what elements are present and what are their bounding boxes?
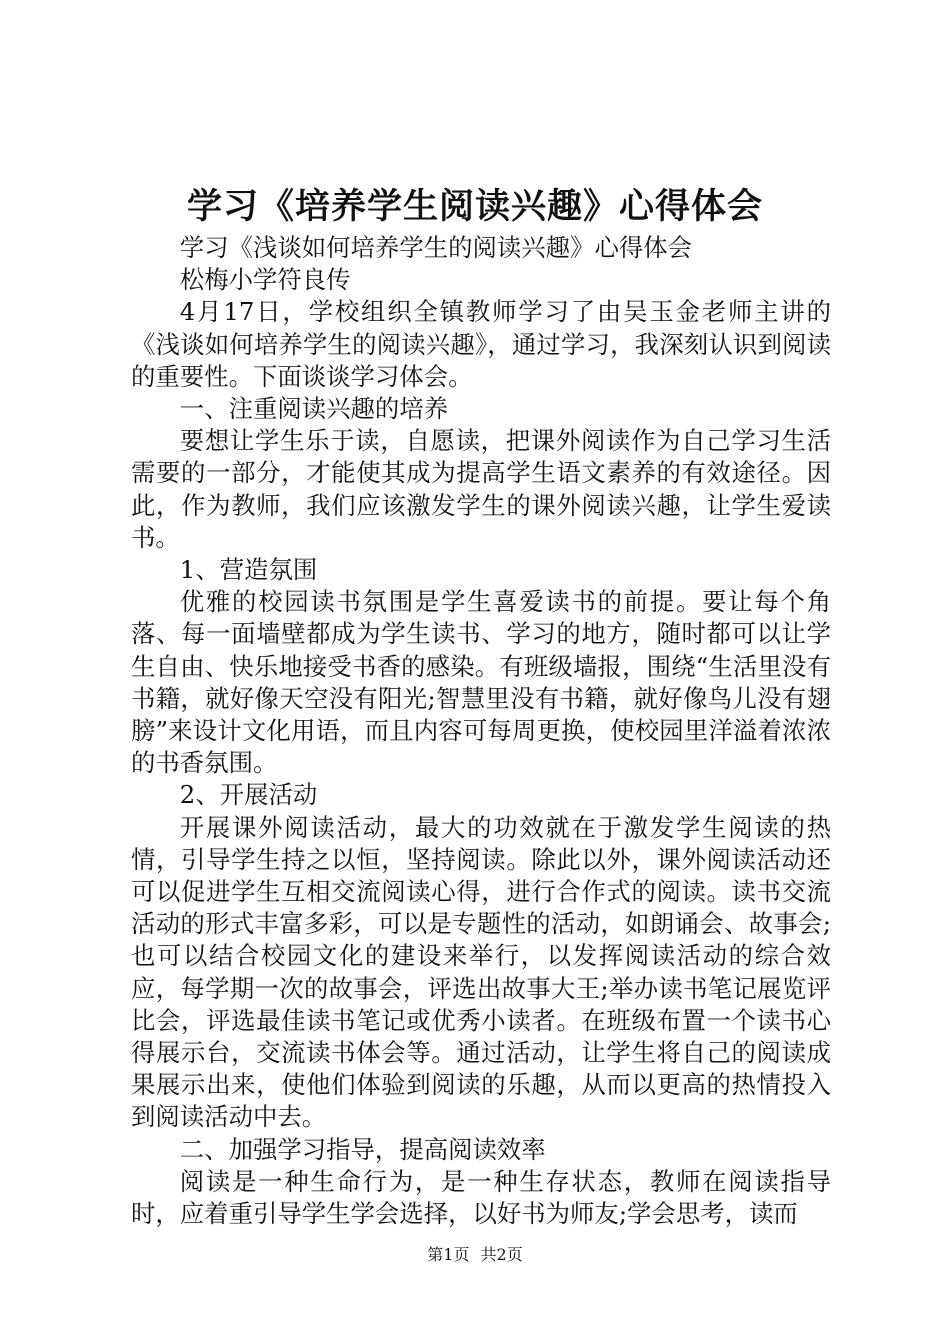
page-number: 第1页 [427,1245,470,1264]
subsection-heading-1: 1、营造氛围 [179,555,318,585]
page-total: 共2页 [480,1245,523,1264]
section-2-paragraph: 阅读是一种生命行为，是一种生存状态，教师在阅读指导时，应着重引导学生学会选择，以好书为师友;学会思考，读而 [131,1166,831,1229]
page-footer [0,1244,950,1266]
intro-paragraph: 4月17日，学校组织全镇教师学习了由吴玉金老师主讲的《浅谈如何培养学生的阅读兴趣》，通过学习，我深刻认识到阅读的重要性。下面谈谈学习体会。 [131,297,831,391]
section-heading-1: 一、注重阅读兴趣的培养 [179,394,449,424]
document-title: 学习《培养学生阅读兴趣》心得体会 [186,186,763,227]
subsection-2-paragraph: 开展课外阅读活动，最大的功效就在于激发学生阅读的热情，引导学生持之以恒，坚持阅读。除此以外，课外阅读活动还可以促进学生互相交流阅读心得，进行合作式的阅读。读书交流活动的形式丰富多彩，可以是专题性的活动，如朗诵会、故事会;也可以结合校园文化的建设来举行，以发挥阅读活动的综合效应，每学期一次的故事会，评选出故事大王;举办读书笔记展览评比会，评选最佳读书笔记或优秀小读者。在班级布置一个读书心得展示台，交流读书体会等。通过活动，让学生将自己的阅读成果展示出来，使他们体验到阅读的乐趣，从而以更高的热情投入到阅读活动中去。 [131,812,831,1132]
author-paragraph: 松梅小学符良传 [179,265,351,295]
section-heading-2: 二、加强学习指导，提高阅读效率 [179,1134,546,1164]
subsection-heading-2: 2、开展活动 [179,780,318,810]
subtitle-paragraph: 学习《浅谈如何培养学生的阅读兴趣》心得体会 [179,233,693,262]
document-body [131,232,831,1230]
section-1-paragraph: 要想让学生乐于读，自愿读，把课外阅读作为自己学习生活需要的一部分，才能使其成为提高学生语文素养的有效途径。因此，作为教师，我们应该激发学生的课外阅读兴趣，让学生爱读书。 [131,426,831,552]
subsection-1-paragraph: 优雅的校园读书氛围是学生喜爱读书的前提。要让每个角落、每一面墙壁都成为学生读书、学习的地方，随时都可以让学生自由、快乐地接受书香的感染。有班级墙报，围绕“生活里没有书籍，就好像天空没有阳光;智慧里没有书籍，就好像鸟儿没有翅膀”来设计文化用语，而且内容可每周更换，使校园里洋溢着浓浓的书香氛围。 [131,587,831,778]
